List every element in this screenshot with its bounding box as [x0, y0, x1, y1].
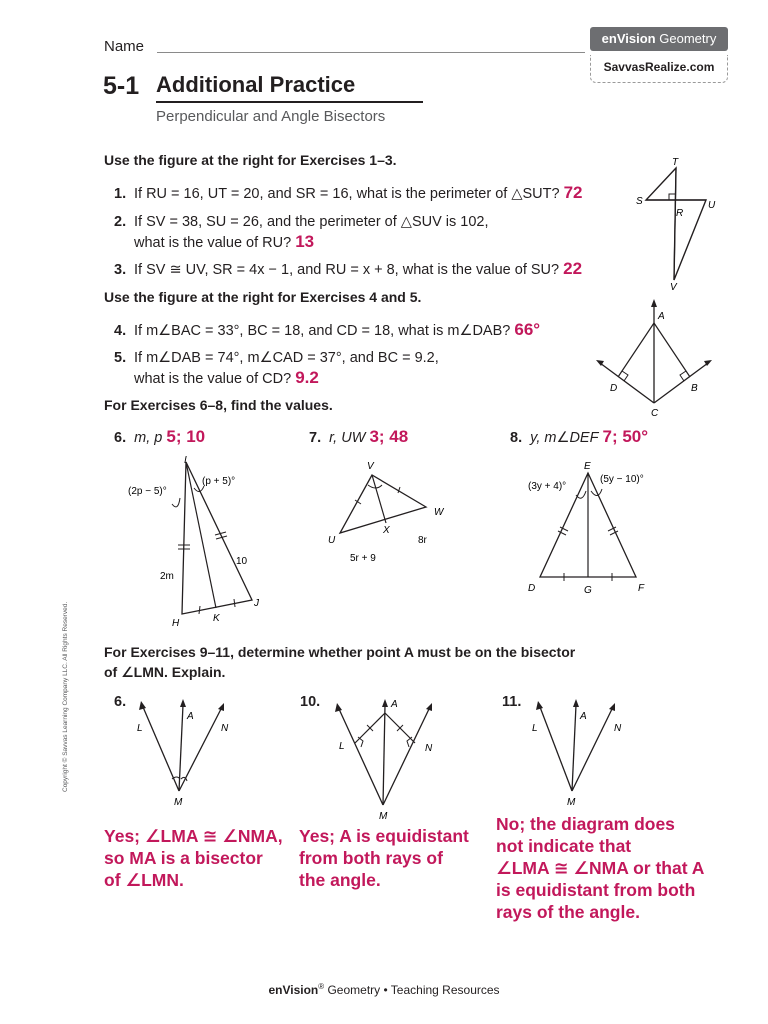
label-g: G	[584, 585, 592, 596]
answer-line: from both rays of	[299, 848, 443, 868]
exercise-number: 7.	[309, 430, 322, 446]
name-line[interactable]	[157, 52, 585, 53]
figure-exercise-10	[325, 695, 445, 820]
exercise-number: 2.	[114, 214, 127, 230]
exercise-2	[114, 213, 489, 253]
answer: 3; 48	[369, 427, 409, 446]
ray-ml	[540, 707, 572, 791]
arrow-icon	[651, 299, 657, 307]
exercise-number: 3.	[114, 262, 127, 278]
label-a: A	[580, 711, 587, 722]
brand-badge	[590, 27, 728, 51]
instruction-line: For Exercises 9–11, determine whether point A must be on the bisector	[104, 644, 576, 660]
arrow-icon	[609, 703, 615, 711]
label-n: N	[425, 743, 433, 754]
arrow-icon	[426, 703, 432, 711]
label-f: F	[638, 583, 645, 594]
instruction-9-11	[104, 642, 575, 682]
arrow-icon	[573, 699, 579, 707]
tick-mark	[234, 599, 235, 607]
exercise-number: 8.	[510, 430, 523, 446]
answer: 13	[295, 232, 315, 251]
length-label: 5r + 9	[350, 553, 376, 564]
answer-line: of ∠LMN.	[104, 870, 184, 890]
label-l: L	[532, 723, 538, 734]
angle-bisector-figure	[590, 295, 720, 423]
name-label: Name	[104, 38, 145, 55]
label-m: M	[174, 797, 183, 808]
answer-line: so MA is a bisector	[104, 848, 263, 868]
instruction-4-5: Use the figure at the right for Exercises 4 and 5.	[104, 289, 422, 305]
label-v: V	[670, 282, 677, 292]
angle-arrow	[172, 498, 180, 507]
label-u: U	[708, 200, 716, 211]
exercise-vars: y, m∠DEF	[530, 430, 599, 446]
title-rule	[156, 101, 423, 103]
figure-exercise-8	[520, 455, 660, 600]
figure-exercise-11	[520, 695, 640, 810]
exercise-3	[114, 259, 582, 280]
ray-ml	[339, 709, 383, 805]
figure-exercise-6	[120, 452, 280, 632]
answer: 72	[563, 183, 583, 202]
label-x: X	[383, 525, 390, 536]
arrow-icon	[536, 701, 543, 710]
length-label: 2m	[160, 571, 174, 582]
label-a: A	[187, 711, 194, 722]
arrow-icon	[335, 703, 342, 712]
exercise-text: If SV = 38, SU = 26, and the perimeter of △SUV is 102,	[134, 214, 489, 230]
label-u: U	[328, 535, 336, 546]
exercise-7-header	[309, 427, 408, 447]
label-l: L	[339, 741, 345, 752]
exercise-number: 6.	[114, 430, 127, 446]
exercise-6-header	[114, 427, 205, 447]
label-w: W	[434, 507, 444, 518]
footer-reg: ®	[318, 982, 325, 991]
ray-ma	[383, 705, 385, 805]
label-m: M	[379, 811, 388, 820]
segment-ad	[618, 323, 654, 377]
label-s: S	[636, 196, 643, 207]
label-d: D	[528, 583, 536, 594]
figure-exercise-7	[320, 455, 460, 570]
exercise-9-number: 6.	[114, 694, 127, 710]
exercise-text: If m∠BAC = 33°, BC = 18, and CD = 18, what is m∠DAB?	[134, 323, 511, 339]
kite-figure	[628, 152, 718, 292]
answer-exercise-9	[104, 825, 283, 891]
label-e: E	[584, 461, 591, 472]
answer-line: ∠LMA ≅ ∠NMA or that A	[496, 858, 705, 878]
segment-ab	[654, 323, 690, 377]
copyright-notice: Copyright © Savvas Learning Company LLC. All Rights Reserved.	[62, 601, 69, 792]
exercise-text: what is the value of CD?	[134, 371, 292, 387]
label-b: B	[691, 383, 698, 394]
answer: 9.2	[295, 368, 319, 387]
tick-mark	[199, 606, 200, 614]
ray-cd	[600, 363, 654, 403]
arrow-icon	[139, 701, 146, 710]
label-n: N	[221, 723, 229, 734]
label-m: M	[567, 797, 576, 808]
right-angle-mark	[669, 194, 675, 200]
brand-rest: Geometry	[659, 31, 717, 46]
length-label: 8r	[418, 535, 427, 546]
lesson-number: 5-1	[103, 72, 140, 100]
realize-link[interactable]: SavvasRealize.com	[590, 55, 728, 83]
brand-bold: enVision	[601, 31, 656, 46]
exercise-5	[114, 349, 439, 389]
exercise-number: 1.	[114, 186, 127, 202]
figure-exercise-9	[125, 695, 245, 810]
label-v: V	[367, 461, 374, 472]
label-j: J	[254, 598, 259, 609]
answer-exercise-11	[496, 813, 704, 923]
exercise-vars: r, UW	[329, 430, 366, 446]
angle-label: (3y + 4)°	[528, 481, 567, 492]
label-t: T	[672, 157, 679, 168]
label-a: A	[658, 311, 665, 322]
footer	[0, 982, 768, 997]
label-n: N	[614, 723, 622, 734]
length-label: 10	[236, 556, 248, 567]
lesson-subtitle: Perpendicular and Angle Bisectors	[156, 108, 386, 125]
answer-exercise-10	[299, 825, 469, 891]
label-l: L	[137, 723, 143, 734]
angle-label: (p + 5)°	[202, 476, 236, 487]
answer-line: is equidistant from both	[496, 880, 696, 900]
answer-line: not indicate that	[496, 836, 632, 856]
label-d: D	[610, 383, 618, 394]
angle-label: (5y − 10)°	[600, 474, 644, 485]
lesson-title: Additional Practice	[156, 72, 356, 97]
exercise-10-number: 10.	[300, 694, 321, 710]
exercise-number: 4.	[114, 323, 127, 339]
instruction-line: of ∠LMN. Explain.	[104, 664, 226, 680]
ray-cb	[654, 363, 708, 403]
answer: 66°	[514, 320, 541, 339]
arrow-icon	[180, 699, 186, 707]
instruction-1-3: Use the figure at the right for Exercises 1–3.	[104, 152, 397, 168]
exercise-vars: m, p	[134, 430, 163, 446]
exercise-text: If RU = 16, UT = 20, and SR = 16, what is the perimeter of △SUT?	[134, 186, 560, 202]
instruction-6-8: For Exercises 6–8, find the values.	[104, 397, 333, 413]
exercise-1	[114, 183, 583, 204]
footer-brand: enVision	[268, 983, 319, 997]
ray-mn	[179, 709, 221, 791]
ray-ma	[572, 705, 576, 791]
answer-line: the angle.	[299, 870, 381, 890]
exercise-11-number: 11.	[502, 694, 522, 710]
answer-line: Yes; A is equidistant	[299, 826, 469, 846]
exercise-text: If m∠DAB = 74°, m∠CAD = 37°, and BC = 9.2,	[134, 350, 439, 366]
answer-line: rays of the angle.	[496, 902, 640, 922]
label-k: K	[213, 613, 220, 624]
answer-line: No; the diagram does	[496, 814, 675, 834]
exercise-text: If SV ≅ UV, SR = 4x − 1, and RU = x + 8, what is the value of SU?	[134, 262, 560, 278]
exercise-4	[114, 320, 540, 341]
exercise-text: what is the value of RU?	[134, 235, 292, 251]
ray-mn	[572, 709, 612, 791]
exercise-number: 5.	[114, 350, 127, 366]
label-a: A	[391, 699, 398, 710]
angle-label: (2p − 5)°	[128, 486, 167, 497]
footer-text: Geometry • Teaching Resources	[324, 983, 500, 997]
label-c: C	[651, 408, 659, 419]
label-r: R	[676, 208, 684, 219]
arrow-icon	[382, 699, 388, 707]
ray-mn	[383, 709, 429, 805]
answer-line: Yes; ∠LMA ≅ ∠NMA,	[104, 826, 283, 846]
exercise-8-header	[510, 427, 648, 447]
label-h: H	[172, 618, 180, 629]
answer: 5; 10	[166, 427, 206, 446]
arrow-icon	[218, 703, 224, 711]
label-i: I	[184, 455, 187, 466]
answer: 7; 50°	[602, 427, 649, 446]
answer: 22	[563, 259, 583, 278]
